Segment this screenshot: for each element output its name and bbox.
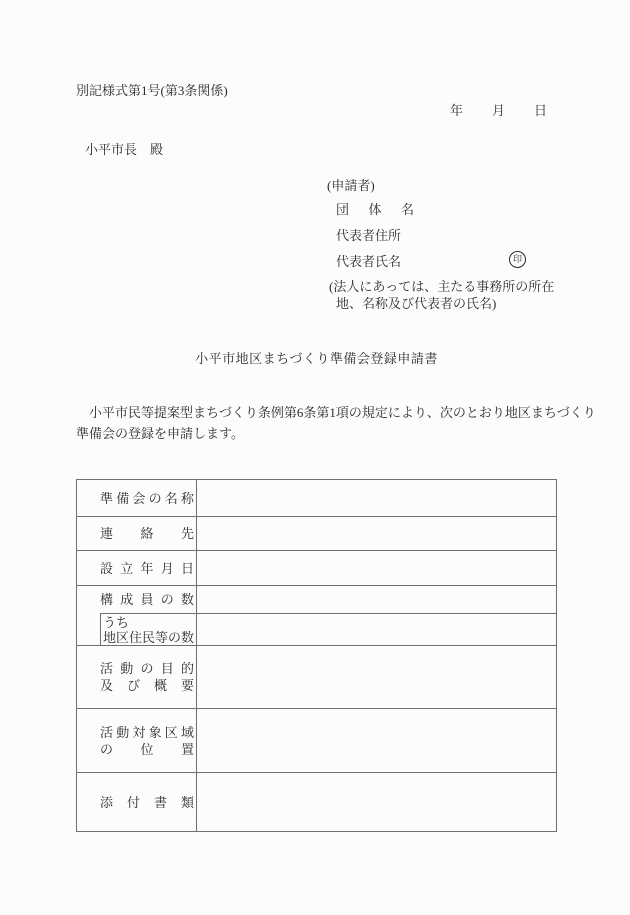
row-label-text: 連絡先	[100, 526, 194, 541]
table-row-member-count	[77, 586, 556, 646]
form-number-label: 別記様式第1号(第3条関係)	[76, 83, 228, 98]
body-paragraph-line1: 小平市民等提案型まちづくり条例第6条第1項の規定により、次のとおり地区まちづくり	[76, 405, 596, 420]
row-label	[77, 517, 197, 550]
value-cell-group	[197, 586, 556, 645]
row-label	[77, 480, 197, 516]
table-row-preparatory-name	[77, 480, 556, 517]
row-label	[77, 586, 197, 645]
district-resident-count-label	[100, 613, 196, 645]
row-label-text: 準備会の名称	[100, 490, 194, 506]
table-row-attachments	[77, 773, 556, 831]
row-label-text: の位置	[100, 741, 194, 757]
row-label	[77, 551, 197, 585]
row-label-text: 活動の目的	[100, 661, 194, 676]
table-row-activity-purpose	[77, 646, 556, 709]
corporate-note-line1: (法人にあっては、主たる事務所の所在	[329, 279, 555, 294]
value-cell	[197, 614, 556, 645]
value-cell	[197, 517, 556, 550]
corporate-note-line2: 地、名称及び代表者の氏名)	[336, 296, 497, 311]
rep-address-label: 代表者住所	[336, 228, 402, 243]
row-label-text: 構成員の数	[100, 592, 194, 607]
sub-label-line2: 地区住民等の数	[103, 630, 195, 645]
table-row-establishment-date	[77, 551, 556, 586]
row-label-text: 添付書類	[100, 794, 194, 810]
row-label	[77, 709, 197, 772]
table-row-contact	[77, 517, 556, 551]
value-cell	[197, 709, 556, 772]
applicant-heading: (申請者)	[327, 178, 375, 193]
row-label-text: 活動対象区域	[100, 724, 194, 740]
registration-table	[76, 479, 557, 832]
org-name-label: 団体名	[336, 202, 414, 217]
addressee-label: 小平市長 殿	[85, 142, 164, 157]
value-cell	[197, 480, 556, 516]
document-title: 小平市地区まちづくり準備会登録申請書	[195, 351, 438, 366]
rep-name-label: 代表者氏名	[336, 254, 402, 269]
row-label-text: 設立年月日	[100, 560, 194, 576]
table-row-activity-area	[77, 709, 556, 773]
row-label	[77, 773, 197, 831]
row-label-text: 及び概要	[100, 678, 194, 693]
value-cell	[197, 773, 556, 831]
value-cell	[197, 551, 556, 585]
row-label	[77, 646, 197, 708]
sub-label-line1: うち	[103, 615, 130, 630]
date-line: 年 月 日	[449, 103, 548, 118]
member-count-label	[77, 586, 196, 613]
seal-stamp-icon: 印	[509, 251, 526, 268]
body-paragraph-line2: 準備会の登録を申請します。	[76, 426, 244, 441]
value-cell	[197, 586, 556, 614]
value-cell	[197, 646, 556, 708]
